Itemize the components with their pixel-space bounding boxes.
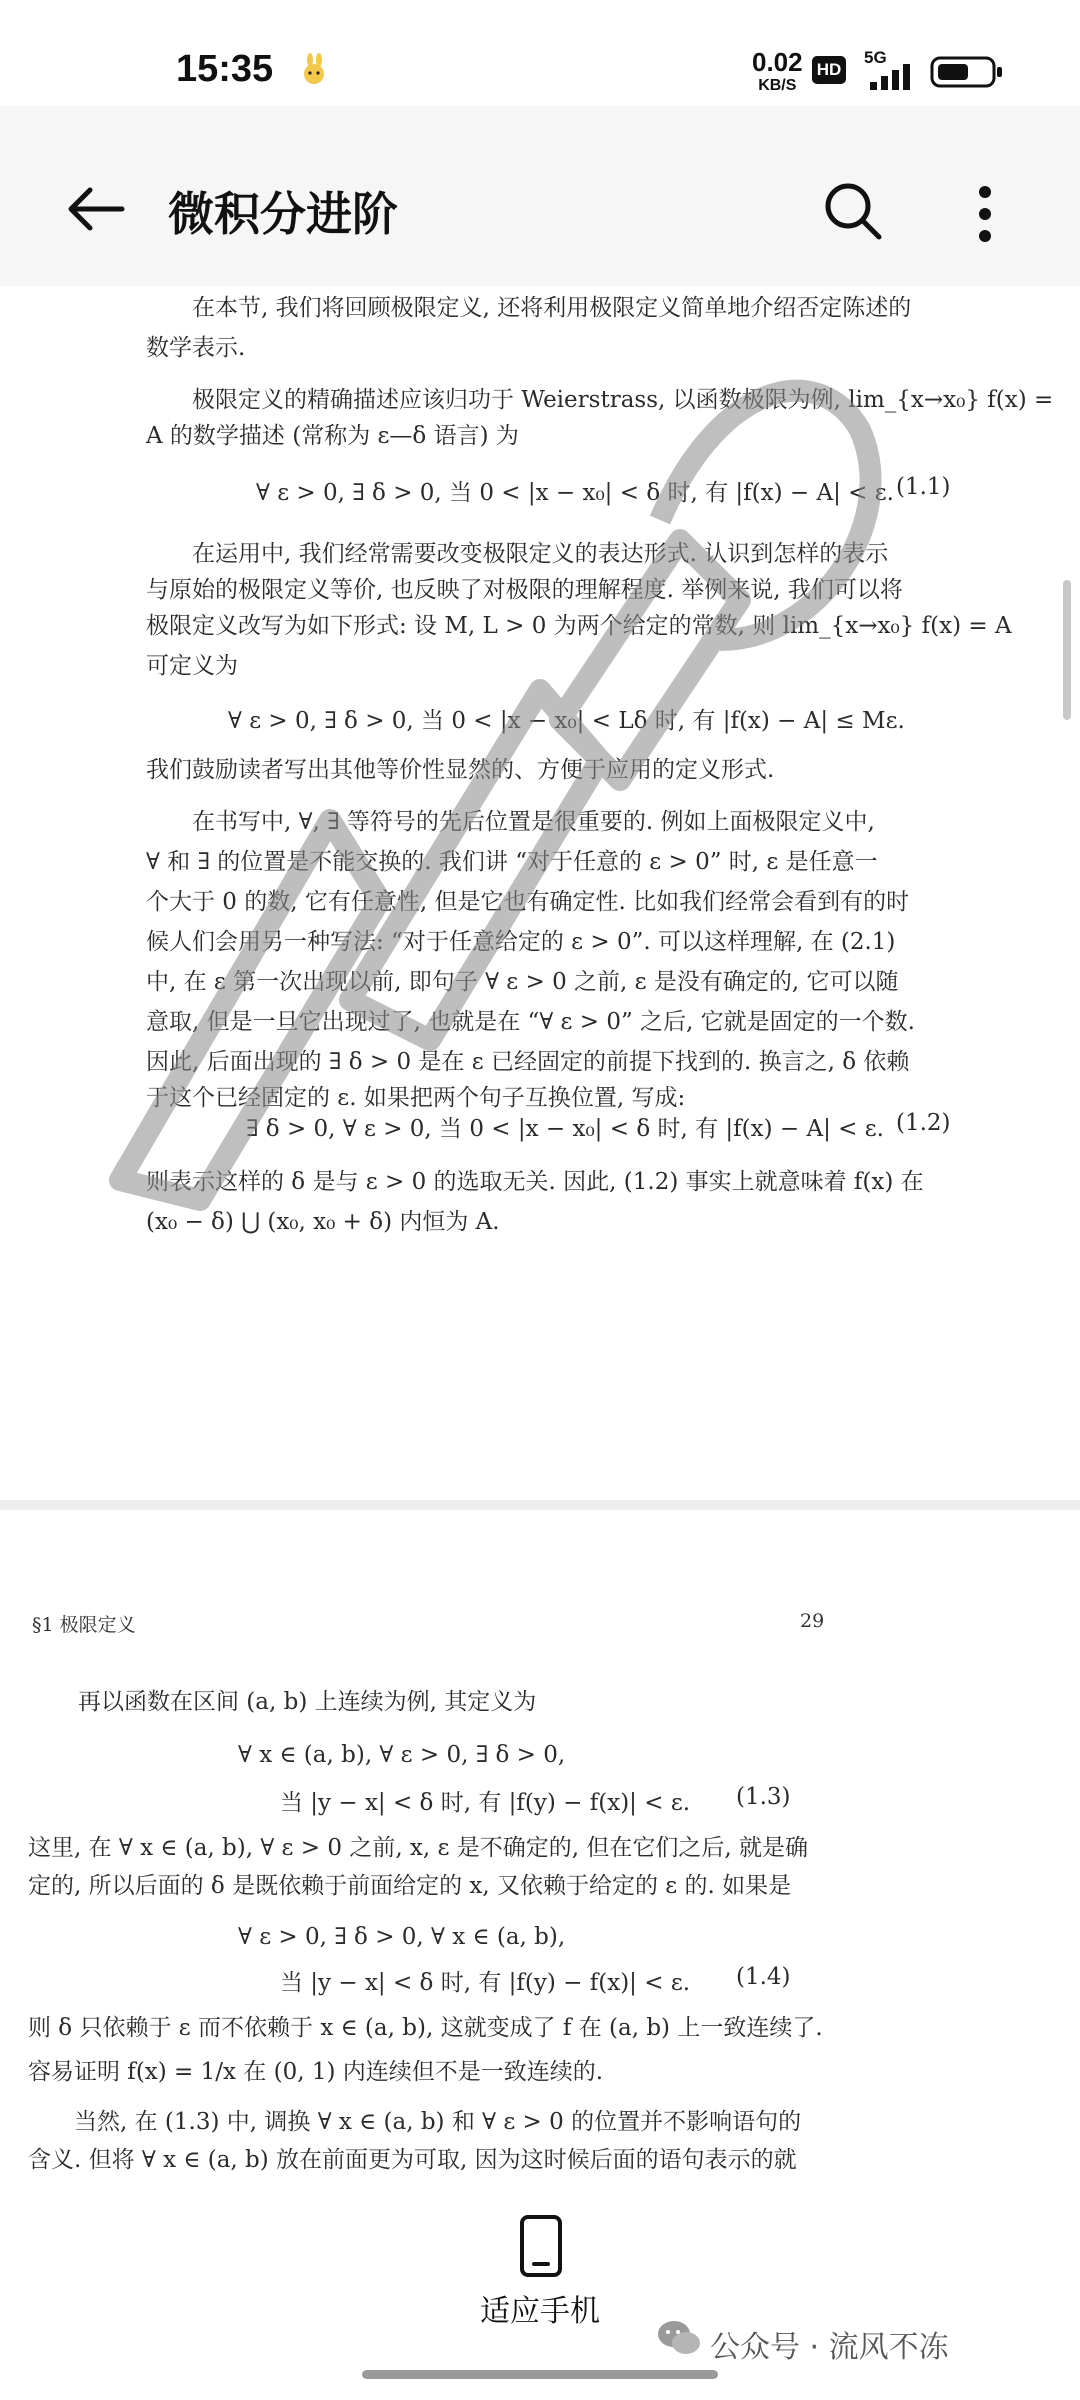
rabbit-app-icon (298, 52, 332, 86)
more-options-icon[interactable] (972, 184, 998, 244)
equation-ml: ∀ ε > 0, ∃ δ > 0, 当 0 < |x − x₀| < Lδ 时, 有 |f(x) − A| ≤ Mε. (228, 708, 905, 734)
text-line: 意取, 但是一旦它出现过了, 也就是在 “∀ ε > 0” 之后, 它就是固定的一个数. (146, 1009, 915, 1035)
phone-fit-icon[interactable] (518, 2214, 564, 2278)
app-bar (0, 106, 1080, 286)
text-line: 这里, 在 ∀ x ∈ (a, b), ∀ ε > 0 之前, x, ε 是不确定的, 但在它们之后, 就是确 (28, 1835, 809, 1861)
signal-icon (870, 64, 918, 90)
text-line: 候人们会用另一种写法: “对于任意给定的 ε > 0”. 可以这样理解, 在 (2.1) (146, 929, 896, 955)
page-divider (0, 1500, 1080, 1510)
text-line: 在书写中, ∀, ∃ 等符号的先后位置是很重要的. 例如上面极限定义中, (192, 809, 875, 835)
text-line: 则 δ 只依赖于 ε 而不依赖于 x ∈ (a, b), 这就变成了 f 在 (a, b) 上一致连续了. (28, 2015, 823, 2041)
text-line: 因此, 后面出现的 ∃ δ > 0 是在 ε 已经固定的前提下找到的. 换言之, δ 依赖 (146, 1049, 910, 1075)
text-line: 极限定义的精确描述应该归功于 Weierstrass, 以函数极限为例, lim_{x→x₀} f(x) = (192, 387, 1054, 413)
text-line: 容易证明 f(x) = 1/x 在 (0, 1) 内连续但不是一致连续的. (28, 2059, 604, 2085)
scrollbar-thumb[interactable] (1063, 580, 1071, 720)
text-line: 则表示这样的 δ 是与 ε > 0 的选取无关. 因此, (1.2) 事实上就意味着 f(x) 在 (146, 1169, 924, 1195)
wechat-icon (656, 2318, 702, 2358)
text-line: 与原始的极限定义等价, 也反映了对极限的理解程度. 举例来说, 我们可以将 (146, 577, 903, 603)
text-line: 我们鼓励读者写出其他等价性显然的、方便于应用的定义形式. (146, 757, 775, 783)
battery-icon (930, 56, 1004, 88)
page-number: 29 (800, 1610, 825, 1632)
net-speed-unit: KB/S (758, 77, 797, 94)
equation-1-2: ∃ δ > 0, ∀ ε > 0, 当 0 < |x − x₀| < δ 时, 有 |f(x) − A| < ε. (246, 1116, 884, 1142)
net-speed-value: 0.02 (752, 47, 803, 77)
text-line: ∀ 和 ∃ 的位置是不能交换的. 我们讲 “对于任意的 ε > 0” 时, ε 是任意一 (146, 849, 878, 875)
text-line: 数学表示. (146, 335, 246, 361)
hd-badge: HD (812, 56, 846, 84)
text-line: A 的数学描述 (常称为 ε—δ 语言) 为 (146, 423, 519, 449)
page-header-left: §1 极限定义 (32, 1614, 136, 1636)
equation-number: (1.2) (896, 1110, 951, 1136)
text-line: 含义. 但将 ∀ x ∈ (a, b) 放在前面更为可取, 因为这时候后面的语句表示的就 (28, 2147, 797, 2173)
text-line: 再以函数在区间 (a, b) 上连续为例, 其定义为 (78, 1689, 537, 1715)
home-indicator[interactable] (362, 2370, 718, 2379)
equation-1-1: ∀ ε > 0, ∃ δ > 0, 当 0 < |x − x₀| < δ 时, 有 |f(x) − A| < ε. (256, 480, 894, 506)
text-line: 个大于 0 的数, 它有任意性, 但是它也有确定性. 比如我们经常会看到有的时 (146, 889, 910, 915)
text-line: 中, 在 ε 第一次出现以前, 即句子 ∀ ε > 0 之前, ε 是没有确定的, 它可以随 (146, 969, 899, 995)
text-line: 定的, 所以后面的 δ 是既依赖于前面给定的 x, 又依赖于给定的 ε 的. 如果是 (28, 1873, 792, 1899)
text-line: 于这个已经固定的 ε. 如果把两个句子互换位置, 写成: (146, 1085, 686, 1111)
fit-phone-button[interactable]: 适应手机 (480, 2294, 600, 2329)
text-line: 在本节, 我们将回顾极限定义, 还将利用极限定义简单地介绍否定陈述的 (192, 295, 912, 321)
text-line: (x₀ − δ) ⋃ (x₀, x₀ + δ) 内恒为 A. (146, 1209, 500, 1235)
network-type: 5G (864, 48, 887, 67)
equation-number: (1.4) (736, 1964, 791, 1990)
status-bar (0, 0, 1080, 106)
search-icon[interactable] (822, 180, 884, 242)
text-line: 当然, 在 (1.3) 中, 调换 ∀ x ∈ (a, b) 和 ∀ ε > 0 的位置并不影响语句的 (74, 2109, 802, 2135)
page-title: 微积分进阶 (168, 187, 398, 241)
equation-number: (1.3) (736, 1784, 791, 1810)
equation-1-4-line2: 当 |y − x| < δ 时, 有 |f(y) − f(x)| < ε. (280, 1970, 691, 1996)
equation-number: (1.1) (896, 474, 951, 500)
back-arrow-icon[interactable] (66, 184, 126, 234)
text-line: 极限定义改写为如下形式: 设 M, L > 0 为两个给定的常数, 则 lim_{x→x₀} f(x) = A (146, 613, 1012, 639)
wechat-watermark-text: 公众号 · 流风不冻 (710, 2330, 949, 2365)
equation-1-3-line1: ∀ x ∈ (a, b), ∀ ε > 0, ∃ δ > 0, (238, 1742, 566, 1768)
text-line: 可定义为 (146, 653, 238, 679)
status-time: 15:35 (176, 48, 274, 90)
equation-1-4-line1: ∀ ε > 0, ∃ δ > 0, ∀ x ∈ (a, b), (238, 1924, 566, 1950)
net-speed (752, 47, 803, 98)
equation-1-3-line2: 当 |y − x| < δ 时, 有 |f(y) − f(x)| < ε. (280, 1790, 691, 1816)
text-line: 在运用中, 我们经常需要改变极限定义的表达形式. 认识到怎样的表示 (192, 541, 889, 567)
